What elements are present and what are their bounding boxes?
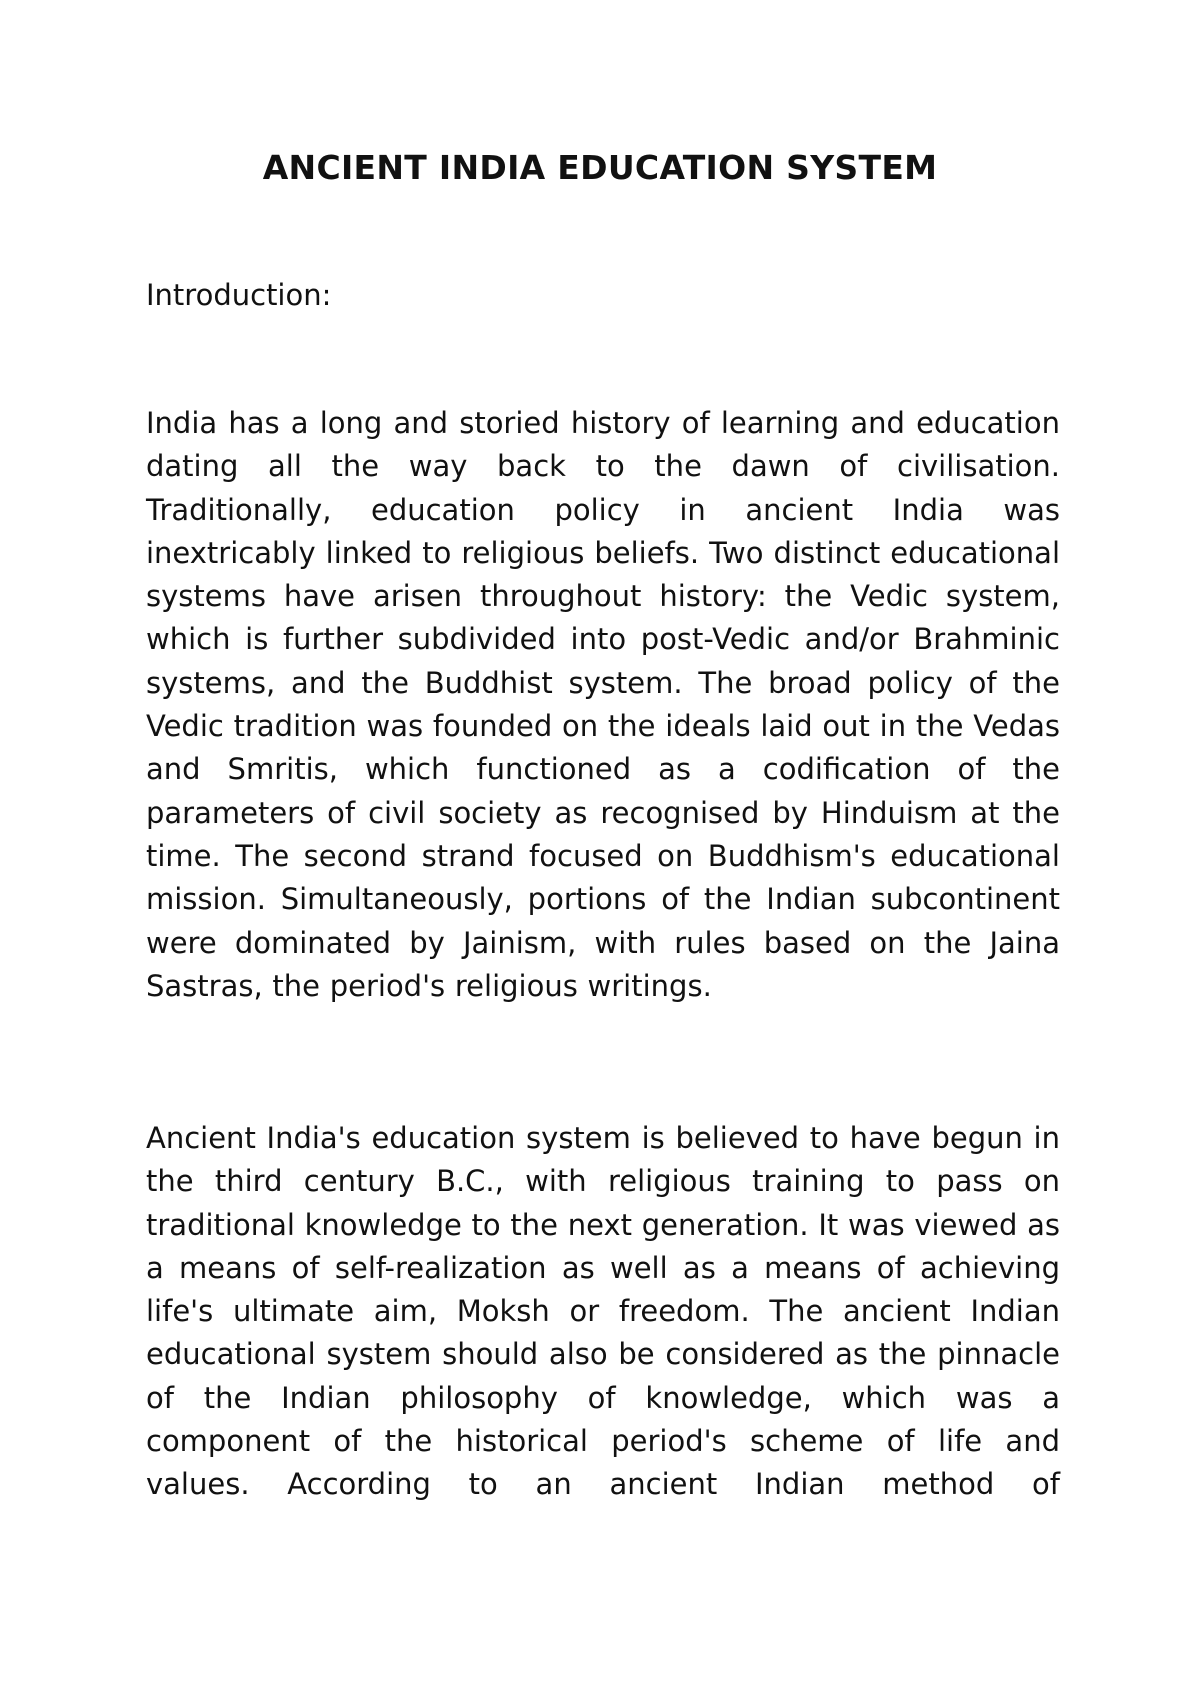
paragraph-1: India has a long and storied history of learning and education dating all the way back to the dawn of civilisation. Traditionally, education policy in ancient India was inextricably linked to religious beliefs. Two distinct educational systems have arisen throughout history: the Vedic system, which is further subdivided into post-Vedic and/or Brahminic systems, and the Buddhist system. The broad policy of the Vedic tradition was founded on the ideals laid out in the Vedas and Smritis, which functioned as a codification of the parameters of civil society as recognised by Hinduism at the time. The second strand focused on Buddhism's educational mission. Simultaneously, portions of the Indian subcontinent were dominated by Jainism, with rules based on the Jaina Sastras, the period's religious writings. bbox=[146, 406, 1060, 1003]
paragraph-2: Ancient India's education system is believed to have begun in the third century B.C., with religious training to pass on traditional knowledge to the next generation. It was viewed as a means of self-realization as well as a means of achieving life's ultimate aim, Moksh or freedom. The ancient Indian educational system should also be considered as the pinnacle of the Indian philosophy of knowledge, which was a component of the historical period's scheme of life and values. According to an ancient Indian method of bbox=[146, 1121, 1060, 1502]
section-label-introduction: Introduction: bbox=[146, 278, 332, 312]
page-title: ANCIENT INDIA EDUCATION SYSTEM bbox=[262, 148, 938, 187]
